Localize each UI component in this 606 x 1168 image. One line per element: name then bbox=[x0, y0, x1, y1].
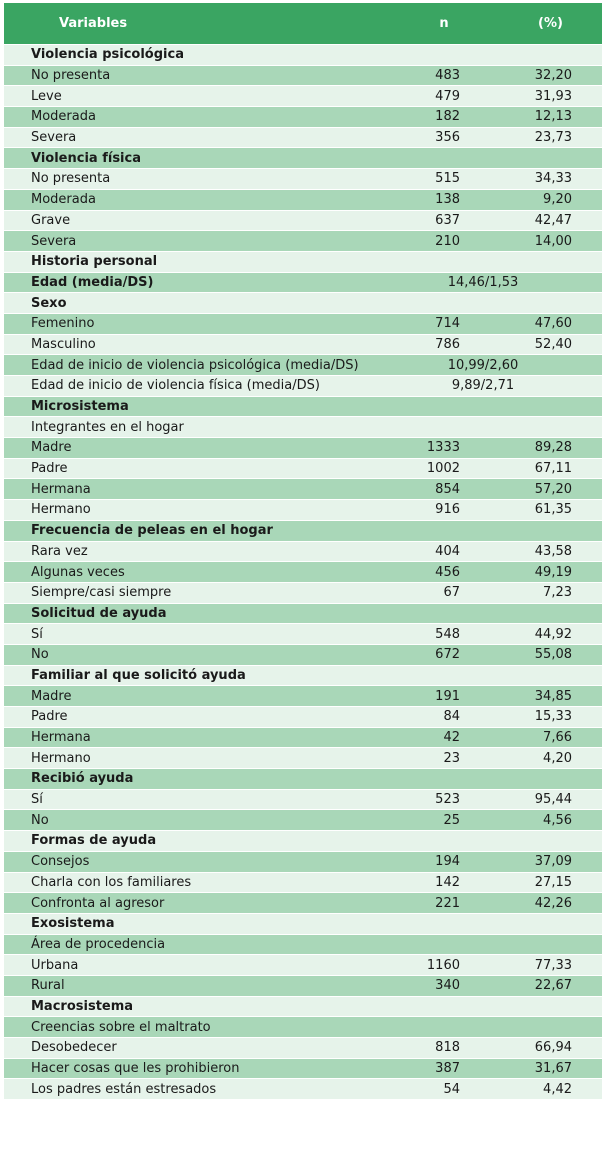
row-n: 818 bbox=[435, 1040, 460, 1056]
row-label: Padre bbox=[31, 709, 68, 725]
table-row bbox=[4, 583, 602, 604]
table-row bbox=[4, 211, 602, 232]
row-pct: 42,47 bbox=[534, 212, 572, 228]
table-header bbox=[4, 3, 602, 45]
row-label: Moderada bbox=[31, 109, 96, 125]
section-row bbox=[4, 293, 602, 314]
row-label: Femenino bbox=[31, 316, 95, 332]
section-row bbox=[4, 914, 602, 935]
row-label: Hermano bbox=[31, 750, 91, 766]
row-label: Frecuencia de peleas en el hogar bbox=[31, 523, 273, 539]
row-label: Siempre/casi siempre bbox=[31, 585, 172, 601]
section-row bbox=[4, 397, 602, 418]
section-row bbox=[4, 997, 602, 1018]
table-row bbox=[4, 335, 602, 356]
table-row bbox=[4, 686, 602, 707]
table-row bbox=[4, 707, 602, 728]
row-n: 194 bbox=[435, 854, 460, 870]
row-n: 387 bbox=[435, 1061, 460, 1077]
row-n: 786 bbox=[435, 336, 460, 352]
row-n: 548 bbox=[435, 626, 460, 642]
header-variables: Variables bbox=[59, 16, 128, 31]
row-label: Edad de inicio de violencia física (media/DS) bbox=[31, 378, 320, 394]
row-n: 84 bbox=[443, 709, 460, 725]
row-label: Grave bbox=[31, 212, 71, 228]
row-label: Área de procedencia bbox=[31, 936, 166, 952]
row-pct: 42,26 bbox=[534, 895, 572, 911]
table-row bbox=[4, 1038, 602, 1059]
row-n: 210 bbox=[435, 233, 460, 249]
row-n: 1160 bbox=[426, 957, 460, 973]
table-row bbox=[4, 128, 602, 149]
row-label: Severa bbox=[31, 130, 77, 146]
table-row bbox=[4, 459, 602, 480]
table-row bbox=[4, 86, 602, 107]
row-n: 142 bbox=[435, 874, 460, 890]
row-pct: 44,92 bbox=[534, 626, 572, 642]
table-row bbox=[4, 955, 602, 976]
row-label: Madre bbox=[31, 440, 72, 456]
row-label: Macrosistema bbox=[31, 998, 134, 1014]
table-row bbox=[4, 376, 602, 397]
table-row bbox=[4, 873, 602, 894]
row-label: Algunas veces bbox=[31, 564, 125, 580]
table-row bbox=[4, 1059, 602, 1080]
row-label: Leve bbox=[31, 88, 62, 104]
row-pct: 9,20 bbox=[543, 192, 572, 208]
table-row bbox=[4, 231, 602, 252]
row-pct: 61,35 bbox=[534, 502, 572, 518]
row-pct: 23,73 bbox=[534, 130, 572, 146]
row-n: 479 bbox=[435, 88, 460, 104]
row-pct: 43,58 bbox=[534, 543, 572, 559]
row-pct: 31,93 bbox=[534, 88, 572, 104]
row-label: Microsistema bbox=[31, 399, 129, 415]
row-label: Moderada bbox=[31, 192, 96, 208]
row-pct: 47,60 bbox=[534, 316, 572, 332]
row-n: 340 bbox=[435, 978, 460, 994]
row-label: Solicitud de ayuda bbox=[31, 605, 167, 621]
row-label: Creencias sobre el maltrato bbox=[31, 1019, 211, 1035]
row-label: Violencia psicológica bbox=[31, 47, 184, 63]
row-pct: 12,13 bbox=[534, 109, 572, 125]
section-row bbox=[4, 252, 602, 273]
row-pct: 55,08 bbox=[534, 647, 572, 663]
row-pct: 49,19 bbox=[534, 564, 572, 580]
header-pct: (%) bbox=[538, 16, 563, 31]
table-row bbox=[4, 976, 602, 997]
row-n: 1002 bbox=[426, 461, 460, 477]
table-row bbox=[4, 728, 602, 749]
row-pct: 32,20 bbox=[534, 68, 572, 84]
row-n: 404 bbox=[435, 543, 460, 559]
row-pct: 4,20 bbox=[543, 750, 572, 766]
row-pct: 37,09 bbox=[534, 854, 572, 870]
row-pct: 31,67 bbox=[534, 1061, 572, 1077]
row-label: Masculino bbox=[31, 336, 96, 352]
row-n: 42 bbox=[443, 730, 460, 746]
row-n: 67 bbox=[443, 585, 460, 601]
row-label: Sí bbox=[31, 792, 43, 808]
row-n: 1333 bbox=[426, 440, 460, 456]
row-n: 54 bbox=[443, 1081, 460, 1097]
row-label: Urbana bbox=[31, 957, 79, 973]
table-row bbox=[4, 810, 602, 831]
row-n: 637 bbox=[435, 212, 460, 228]
subsection-row bbox=[4, 417, 602, 438]
table-body bbox=[4, 45, 602, 1100]
row-n: 356 bbox=[435, 130, 460, 146]
table-row bbox=[4, 562, 602, 583]
row-n: 23 bbox=[443, 750, 460, 766]
row-pct: 7,66 bbox=[543, 730, 572, 746]
row-label: Rural bbox=[31, 978, 65, 994]
header-n: n bbox=[439, 16, 449, 31]
row-summary-value: 10,99/2,60 bbox=[447, 357, 519, 373]
table-row bbox=[4, 790, 602, 811]
row-pct: 15,33 bbox=[534, 709, 572, 725]
table-row bbox=[4, 479, 602, 500]
row-n: 483 bbox=[435, 68, 460, 84]
section-row bbox=[4, 831, 602, 852]
row-n: 138 bbox=[435, 192, 460, 208]
row-label: Sí bbox=[31, 626, 43, 642]
row-pct: 22,67 bbox=[534, 978, 572, 994]
table-row bbox=[4, 169, 602, 190]
row-n: 456 bbox=[435, 564, 460, 580]
row-label: Rara vez bbox=[31, 543, 88, 559]
row-label: Hacer cosas que les prohibieron bbox=[31, 1061, 240, 1077]
table-row bbox=[4, 66, 602, 87]
row-pct: 67,11 bbox=[534, 461, 572, 477]
table-row bbox=[4, 273, 602, 294]
table-row bbox=[4, 355, 602, 376]
row-label: Confronta al agresor bbox=[31, 895, 165, 911]
row-n: 182 bbox=[435, 109, 460, 125]
table-row bbox=[4, 500, 602, 521]
row-pct: 4,42 bbox=[543, 1081, 572, 1097]
row-label: Familiar al que solicitó ayuda bbox=[31, 667, 246, 683]
table-row bbox=[4, 624, 602, 645]
row-n: 672 bbox=[435, 647, 460, 663]
row-pct: 4,56 bbox=[543, 812, 572, 828]
table-row bbox=[4, 748, 602, 769]
row-pct: 7,23 bbox=[543, 585, 572, 601]
row-label: Consejos bbox=[31, 854, 90, 870]
row-label: Los padres están estresados bbox=[31, 1081, 217, 1097]
row-n: 714 bbox=[435, 316, 460, 332]
row-label: Hermana bbox=[31, 730, 91, 746]
table-row bbox=[4, 645, 602, 666]
section-row bbox=[4, 521, 602, 542]
row-label: Edad de inicio de violencia psicológica (media/DS) bbox=[31, 357, 359, 373]
row-n: 523 bbox=[435, 792, 460, 808]
row-label: No bbox=[31, 647, 49, 663]
row-n: 191 bbox=[435, 688, 460, 704]
row-pct: 52,40 bbox=[534, 336, 572, 352]
table-row bbox=[4, 107, 602, 128]
subsection-row bbox=[4, 1017, 602, 1038]
row-pct: 66,94 bbox=[534, 1040, 572, 1056]
section-row bbox=[4, 769, 602, 790]
row-label: Historia personal bbox=[31, 254, 158, 270]
row-summary-value: 14,46/1,53 bbox=[447, 274, 519, 290]
section-row bbox=[4, 45, 602, 66]
row-n: 25 bbox=[443, 812, 460, 828]
section-row bbox=[4, 666, 602, 687]
section-row bbox=[4, 148, 602, 169]
row-label: No presenta bbox=[31, 68, 111, 84]
row-label: Severa bbox=[31, 233, 77, 249]
row-pct: 14,00 bbox=[534, 233, 572, 249]
row-label: Violencia física bbox=[31, 150, 141, 166]
row-n: 515 bbox=[435, 171, 460, 187]
row-label: Integrantes en el hogar bbox=[31, 419, 184, 435]
row-n: 221 bbox=[435, 895, 460, 911]
row-label: Exosistema bbox=[31, 916, 115, 932]
row-label: Edad (media/DS) bbox=[31, 274, 154, 290]
row-n: 854 bbox=[435, 481, 460, 497]
row-pct: 95,44 bbox=[534, 792, 572, 808]
row-label: Formas de ayuda bbox=[31, 833, 157, 849]
row-pct: 77,33 bbox=[534, 957, 572, 973]
row-label: Recibió ayuda bbox=[31, 771, 134, 787]
table-row bbox=[4, 314, 602, 335]
table-row bbox=[4, 893, 602, 914]
row-pct: 34,85 bbox=[534, 688, 572, 704]
row-label: No presenta bbox=[31, 171, 111, 187]
section-row bbox=[4, 604, 602, 625]
row-pct: 34,33 bbox=[534, 171, 572, 187]
table-row bbox=[4, 852, 602, 873]
subsection-row bbox=[4, 935, 602, 956]
table-row bbox=[4, 190, 602, 211]
row-n: 916 bbox=[435, 502, 460, 518]
row-label: Hermana bbox=[31, 481, 91, 497]
row-label: No bbox=[31, 812, 49, 828]
data-table bbox=[4, 3, 602, 1100]
row-summary-value: 9,89/2,71 bbox=[451, 378, 515, 394]
row-label: Charla con los familiares bbox=[31, 874, 192, 890]
row-pct: 57,20 bbox=[534, 481, 572, 497]
row-label: Desobedecer bbox=[31, 1040, 117, 1056]
row-label: Hermano bbox=[31, 502, 91, 518]
table-row bbox=[4, 438, 602, 459]
table-row bbox=[4, 542, 602, 563]
row-pct: 27,15 bbox=[534, 874, 572, 890]
table-row bbox=[4, 1079, 602, 1100]
row-label: Madre bbox=[31, 688, 72, 704]
row-label: Sexo bbox=[31, 295, 67, 311]
row-pct: 89,28 bbox=[534, 440, 572, 456]
row-label: Padre bbox=[31, 461, 68, 477]
